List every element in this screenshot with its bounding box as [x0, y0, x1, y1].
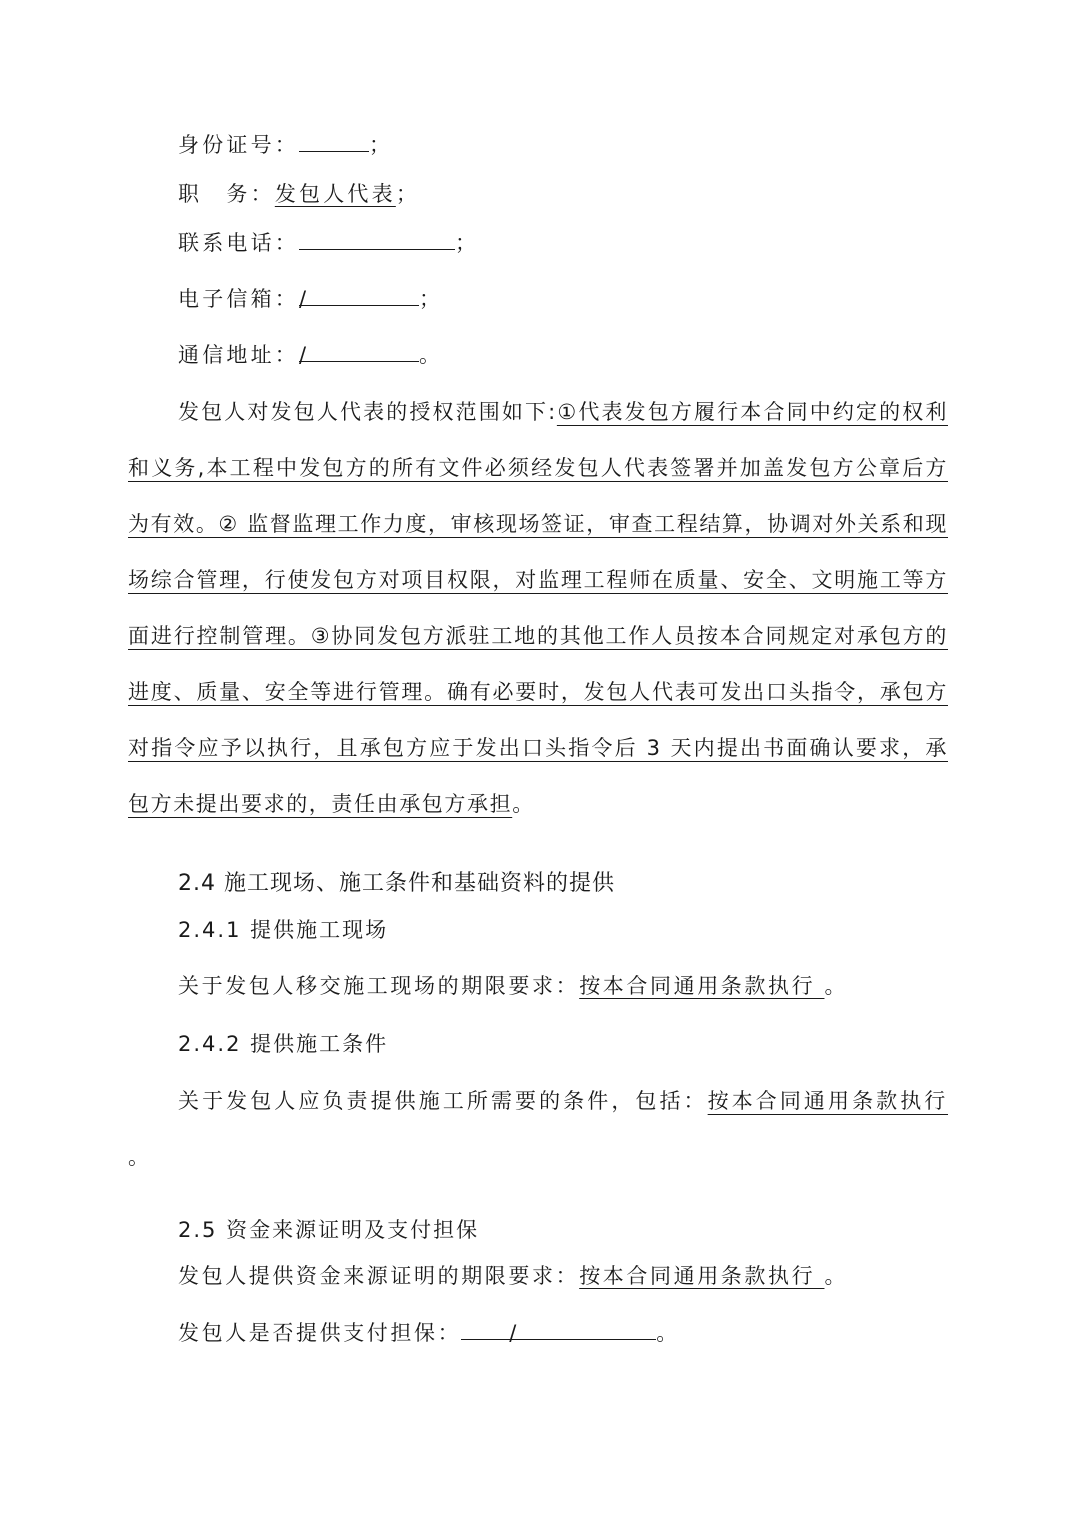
position-label: 职 务：	[178, 182, 275, 206]
site-handover-row	[178, 972, 848, 1000]
conditions-paragraph	[128, 1073, 948, 1185]
fund-proof-value: 按本合同通用条款执行	[579, 1264, 825, 1288]
conditions-label: 关于发包人应负责提供施工所需要的条件，包括：	[178, 1089, 708, 1113]
site-handover-end: 。	[824, 974, 849, 998]
authority-paragraph	[128, 384, 948, 832]
email-label: 电子信箱：	[178, 287, 299, 311]
payment-guarantee-end: 。	[656, 1321, 680, 1345]
authority-end: 。	[512, 792, 535, 816]
payment-guarantee-row	[178, 1319, 680, 1347]
section-2-5-title: 2.5 资金来源证明及支付担保	[178, 1218, 480, 1242]
section-2-4-title: 2.4 施工现场、施工条件和基础资料的提供	[178, 871, 615, 896]
email-row	[178, 285, 443, 313]
phone-label: 联系电话：	[178, 231, 299, 255]
position-row	[178, 180, 420, 208]
fund-proof-label: 发包人提供资金来源证明的期限要求：	[178, 1264, 580, 1288]
payment-guarantee-label: 发包人是否提供支付担保：	[178, 1321, 462, 1345]
phone-field[interactable]	[299, 229, 455, 250]
id-number-label: 身份证号：	[178, 133, 299, 157]
address-value: /	[299, 341, 419, 362]
phone-row	[178, 229, 479, 257]
position-value: 发包人代表	[274, 182, 396, 206]
id-number-row	[178, 131, 393, 159]
id-number-end: ；	[369, 133, 394, 157]
authority-body: ①代表发包方履行本合同中约定的权利和义务,本工程中发包方的所有文件必须经发包人代表签署并加盖发包方公章后方为有效。② 监督监理工作力度，审核现场签证，审查工程结算，协调对外关系和现场综合管理，行使发包方对项目权限，对监理工程师在质量、安全、文明施工等方面进行控制管理。③协同发包方派驻工地的其他工作人员按本合同规定对承包方的进度、质量、安全等进行管理。确有必要时，发包人代表可发出口头指令，承包方对指令应予以执行，且承包方应于发出口头指令后 3 天内提出书面确认要求，承包方未提出要求的，责任由承包方承担	[128, 400, 948, 816]
address-end: 。	[419, 343, 444, 367]
site-handover-label: 关于发包人移交施工现场的期限要求：	[178, 974, 580, 998]
fund-proof-row	[178, 1262, 848, 1290]
site-handover-value: 按本合同通用条款执行	[579, 974, 825, 998]
authority-lead: 发包人对发包人代表的授权范围如下:	[178, 400, 557, 424]
payment-guarantee-value: /	[461, 1319, 656, 1340]
address-label: 通信地址：	[178, 343, 299, 367]
phone-end: ；	[455, 231, 480, 255]
address-row	[178, 341, 443, 369]
section-2-4-1-title: 2.4.1 提供施工现场	[178, 918, 389, 942]
email-value: /	[299, 285, 419, 306]
conditions-end: 。	[128, 1145, 152, 1169]
conditions-value: 按本合同通用条款执行	[707, 1089, 949, 1113]
id-number-field[interactable]	[299, 131, 369, 152]
fund-proof-end: 。	[824, 1264, 849, 1288]
email-end: ；	[419, 287, 444, 311]
position-end: ；	[395, 182, 421, 206]
section-2-4-2-title: 2.4.2 提供施工条件	[178, 1032, 389, 1056]
